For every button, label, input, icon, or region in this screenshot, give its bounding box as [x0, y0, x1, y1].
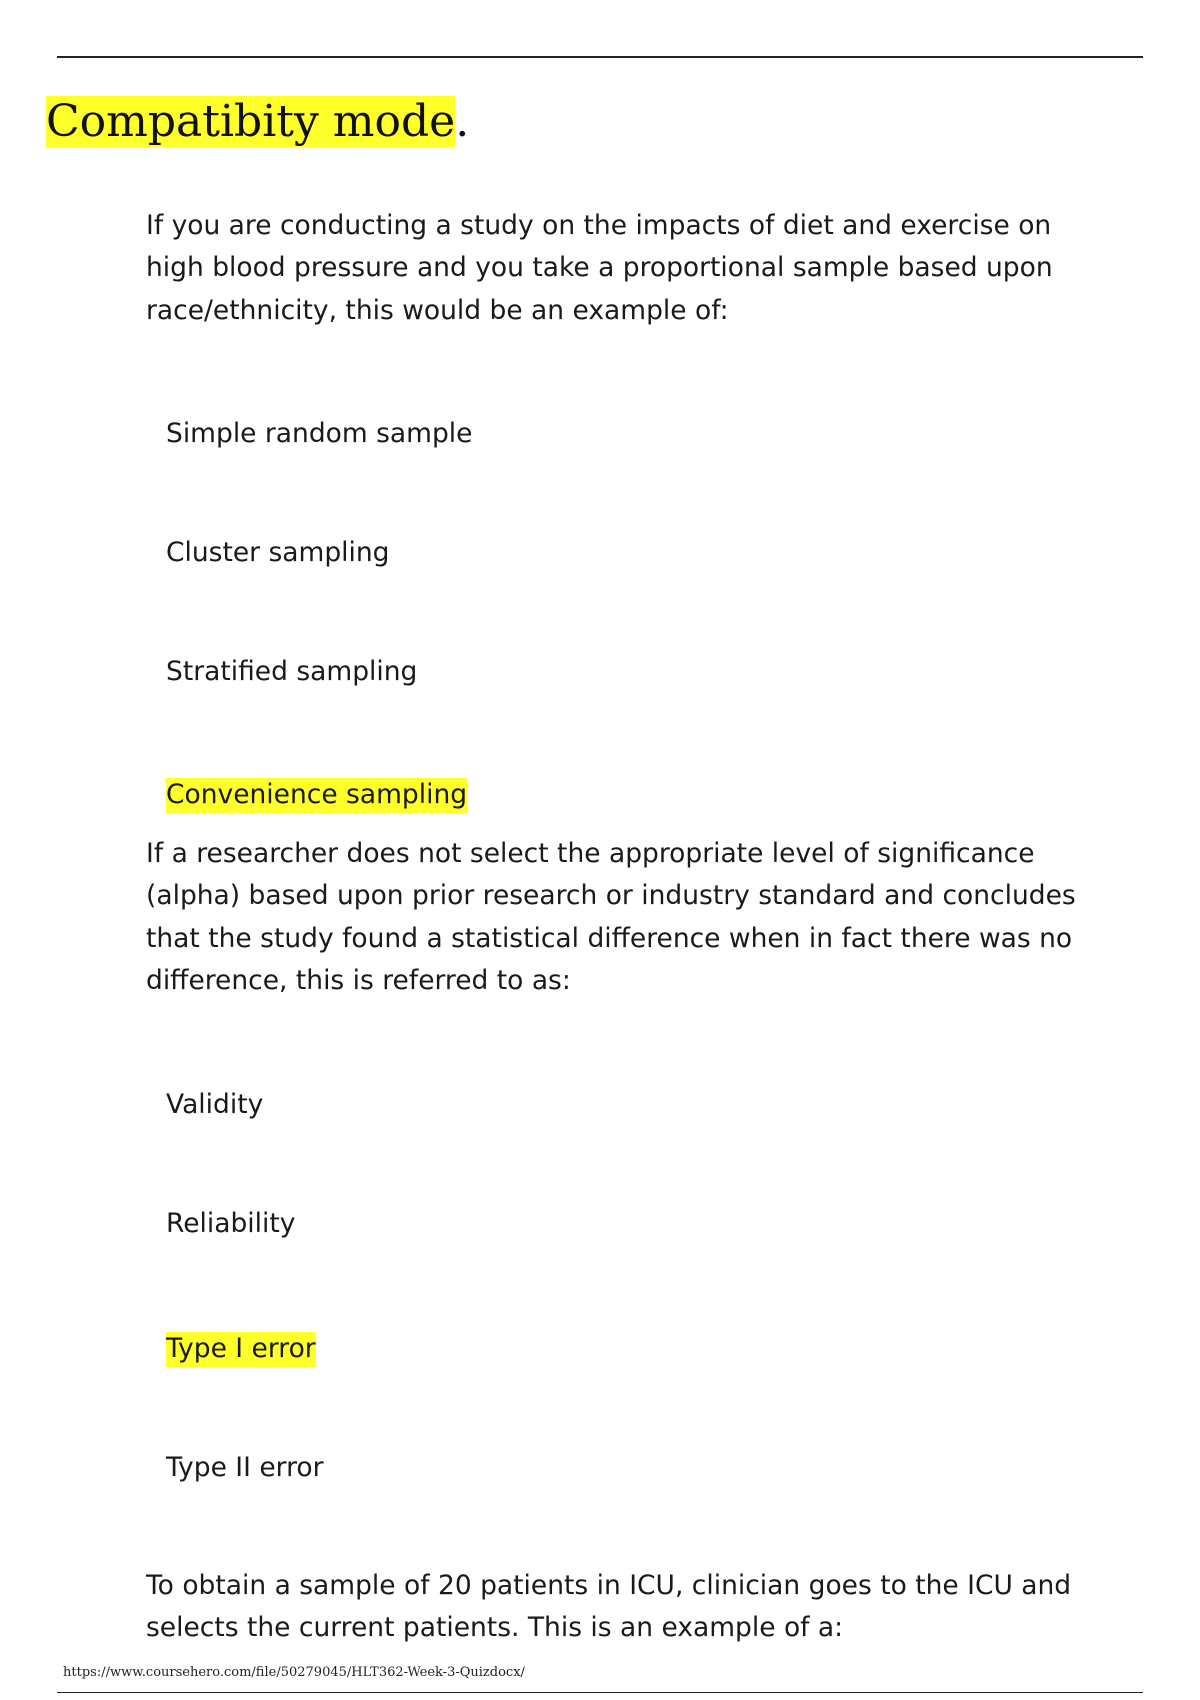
question-2-option-1: Validity: [166, 1089, 264, 1120]
highlighted-answer: Convenience sampling: [166, 778, 467, 813]
top-rule: [57, 56, 1143, 58]
question-2-option-3: [166, 1329, 316, 1369]
question-1-option-2: Cluster sampling: [166, 537, 390, 568]
question-1-option-1: Simple random sample: [166, 418, 473, 449]
question-3-text: To obtain a sample of 20 patients in ICU, clinician goes to the ICU and selects the current patients. This is an example of a:: [146, 1570, 1072, 1644]
question-1-option-3: Stratified sampling: [166, 656, 418, 687]
page-heading: [46, 94, 469, 150]
source-url: https://www.coursehero.com/file/50279045/HLT362-Week-3-Quizdocx/: [63, 1665, 525, 1680]
bottom-rule: [57, 1692, 1143, 1693]
highlighted-answer: Type I error: [166, 1332, 316, 1367]
question-1-text: If you are conducting a study on the impacts of diet and exercise on high blood pressure and you take a proportional sample based upon race/ethnicity, this would be an example of:: [146, 210, 1053, 326]
heading-trailing-period: .: [455, 96, 470, 147]
heading-highlight: Compatibity mode: [46, 96, 456, 147]
question-1-option-4: [166, 775, 467, 815]
question-2-option-4: Type II error: [166, 1452, 324, 1483]
question-2-text: If a researcher does not select the appropriate level of significance (alpha) based upon prior research or industry standard and concludes that the study found a statistical difference when in fact there was no difference, this is referred to as:: [146, 838, 1076, 996]
question-2-option-2: Reliability: [166, 1208, 296, 1239]
